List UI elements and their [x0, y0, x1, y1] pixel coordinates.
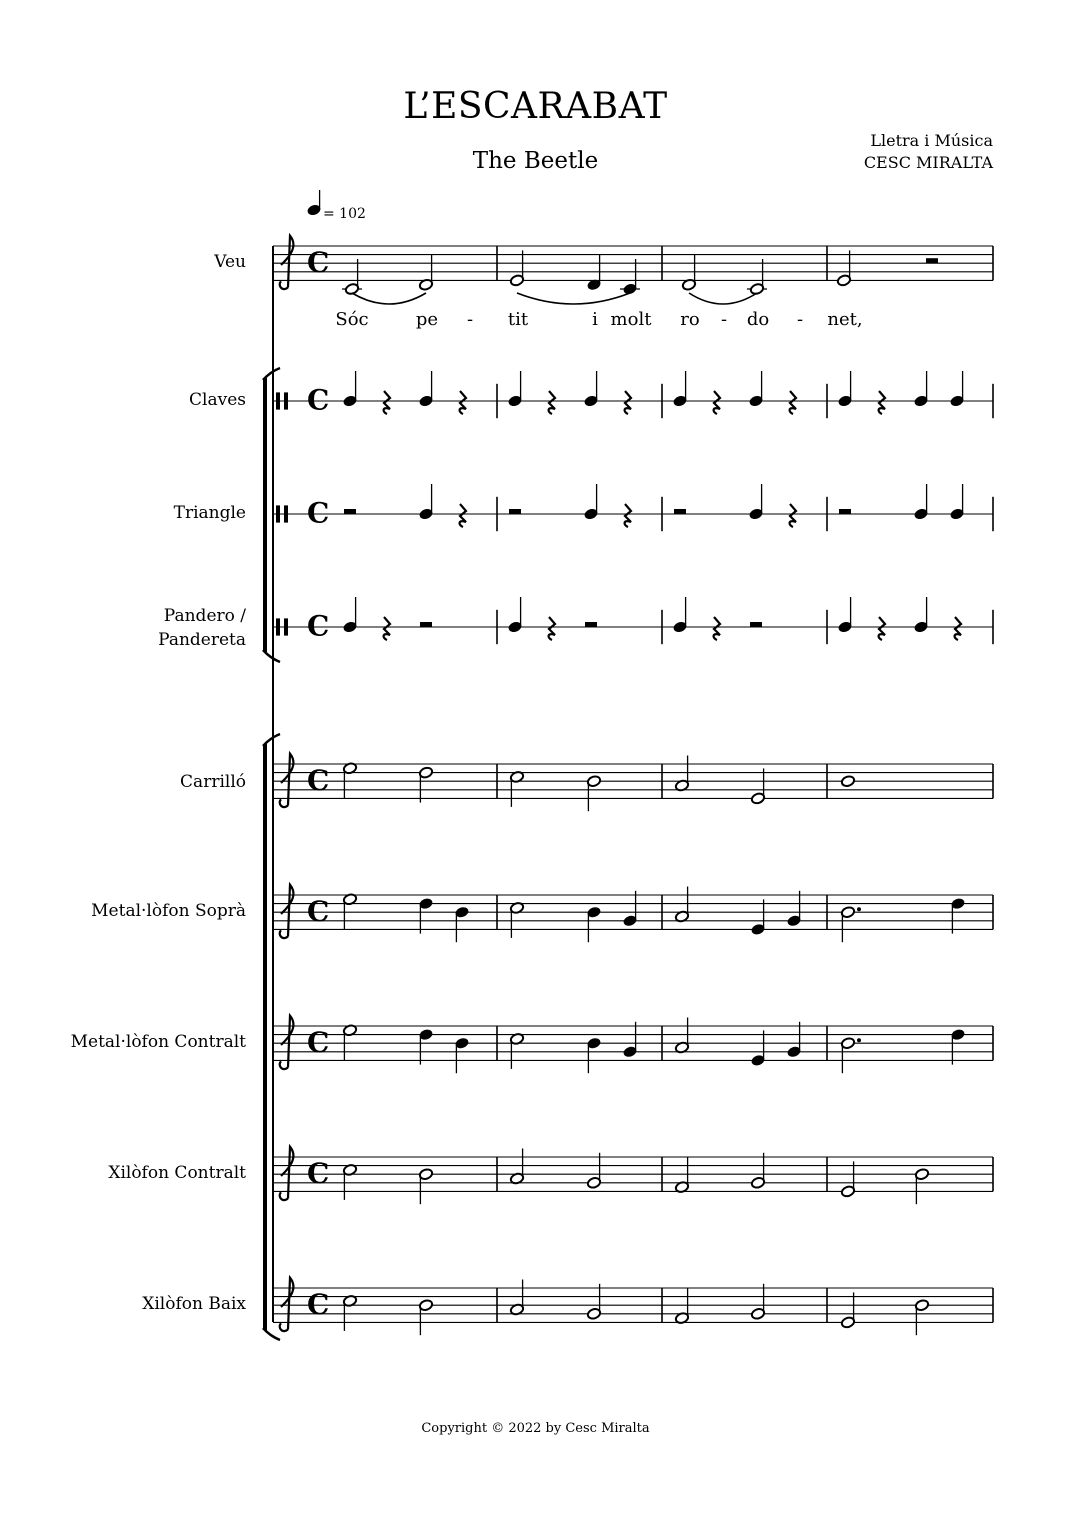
page-subtitle: The Beetle: [472, 148, 599, 174]
half-rest: [926, 258, 938, 263]
quarter-rest: [549, 391, 555, 414]
treble-clef-icon: [280, 1016, 294, 1069]
tempo-mark: [307, 190, 366, 222]
percussion-clef-icon: [284, 618, 288, 635]
instrument-label-metallofon-sopra: Metal·lòfon Soprà: [91, 901, 246, 921]
instrument-label-claves: Claves: [189, 390, 246, 410]
staff-metallofon-sopra: [273, 885, 993, 943]
lyric-hyphen: -: [796, 309, 804, 330]
treble-clef-icon: [280, 1147, 294, 1200]
lyric-syllable: pe: [415, 309, 439, 330]
quarter-rest: [790, 504, 796, 527]
copyright-notice: Copyright © 2022 by Cesc Miralta: [421, 1421, 650, 1436]
whole-note: [841, 775, 856, 788]
staff-carrillo: [273, 754, 993, 812]
time-signature-c: C: [307, 496, 330, 530]
half-rest: [344, 509, 356, 514]
lyric-syllable: do: [746, 309, 770, 330]
time-signature-c: C: [307, 245, 330, 279]
lyric-hyphen: -: [466, 309, 474, 330]
instrument-label-xilofon-contralt: Xilòfon Contralt: [108, 1163, 246, 1183]
quarter-rest: [714, 617, 720, 640]
lyric-syllable: i: [592, 309, 598, 330]
lyric-syllable: net,: [827, 309, 863, 330]
quarter-rest: [460, 391, 466, 414]
augmentation-dot: [857, 907, 861, 911]
augmentation-dot: [857, 1038, 861, 1042]
half-rest: [674, 509, 686, 514]
staff-triangle: [273, 484, 993, 531]
staff-claves: [273, 371, 993, 418]
time-signature-c: C: [307, 1287, 330, 1321]
lyric-syllable: ro: [680, 309, 700, 330]
quarter-rest: [460, 504, 466, 527]
instrument-label-metallofon-contralt: Metal·lòfon Contralt: [70, 1032, 246, 1052]
quarter-rest: [714, 391, 720, 414]
time-signature-c: C: [307, 609, 330, 643]
staff-metallofon-contralt: [273, 1016, 993, 1074]
percussion-clef-icon: [284, 505, 288, 522]
quarter-rest: [384, 391, 390, 414]
percussion-clef-icon: [276, 505, 280, 522]
quarter-rest: [790, 391, 796, 414]
treble-clef-icon: [280, 754, 294, 807]
staff-xilofon-contralt: [273, 1147, 993, 1205]
staff-veu: [273, 236, 993, 304]
half-rest: [585, 622, 597, 627]
quarter-rest: [625, 391, 631, 414]
bracket-hook: [263, 650, 280, 662]
half-rest: [750, 622, 762, 627]
quarter-rest: [549, 617, 555, 640]
time-signature-c: C: [307, 894, 330, 928]
instrument-label-pandereta: Pandereta: [158, 630, 246, 650]
time-signature-c: C: [307, 1025, 330, 1059]
treble-clef-icon: [280, 1278, 294, 1331]
composer-credit-label: Lletra i Música: [870, 131, 993, 150]
quarter-rest: [955, 617, 961, 640]
bracket-hook: [263, 368, 280, 380]
percussion-clef-icon: [284, 392, 288, 409]
slur-tie: [689, 293, 757, 304]
instrument-label-pandero: Pandero /: [163, 606, 246, 626]
time-signature-c: C: [307, 383, 330, 417]
lyric-syllable: tit: [507, 309, 529, 330]
tempo-text: = 102: [323, 206, 366, 222]
bracket-hook: [263, 1328, 280, 1340]
quarter-rest: [384, 617, 390, 640]
quarter-rest: [879, 391, 885, 414]
half-rest: [420, 622, 432, 627]
staff-xilofon-baix: [273, 1278, 993, 1336]
treble-clef-icon: [280, 885, 294, 938]
treble-clef-icon: [280, 236, 294, 289]
half-rest: [839, 509, 851, 514]
system-brackets: [263, 246, 280, 1340]
percussion-clef-icon: [276, 618, 280, 635]
quarter-rest: [625, 504, 631, 527]
half-rest: [509, 509, 521, 514]
percussion-clef-icon: [276, 392, 280, 409]
instrument-label-veu: Veu: [214, 252, 246, 272]
time-signature-c: C: [307, 1156, 330, 1190]
page-title: L’ESCARABAT: [403, 86, 668, 127]
instrument-label-triangle: Triangle: [173, 503, 246, 523]
composer-name: CESC MIRALTA: [863, 153, 993, 172]
instrument-label-xilofon-baix: Xilòfon Baix: [142, 1294, 246, 1314]
staff-pandero: [273, 597, 993, 644]
slur-tie: [517, 293, 630, 304]
bracket-hook: [263, 734, 280, 746]
time-signature-c: C: [307, 763, 330, 797]
quarter-rest: [879, 617, 885, 640]
lyric-hyphen: -: [720, 309, 728, 330]
instrument-label-carrillo: Carrilló: [180, 772, 246, 792]
lyric-syllable: molt: [610, 309, 652, 330]
lyric-syllable: Sóc: [335, 309, 369, 330]
slur-tie: [352, 293, 426, 304]
